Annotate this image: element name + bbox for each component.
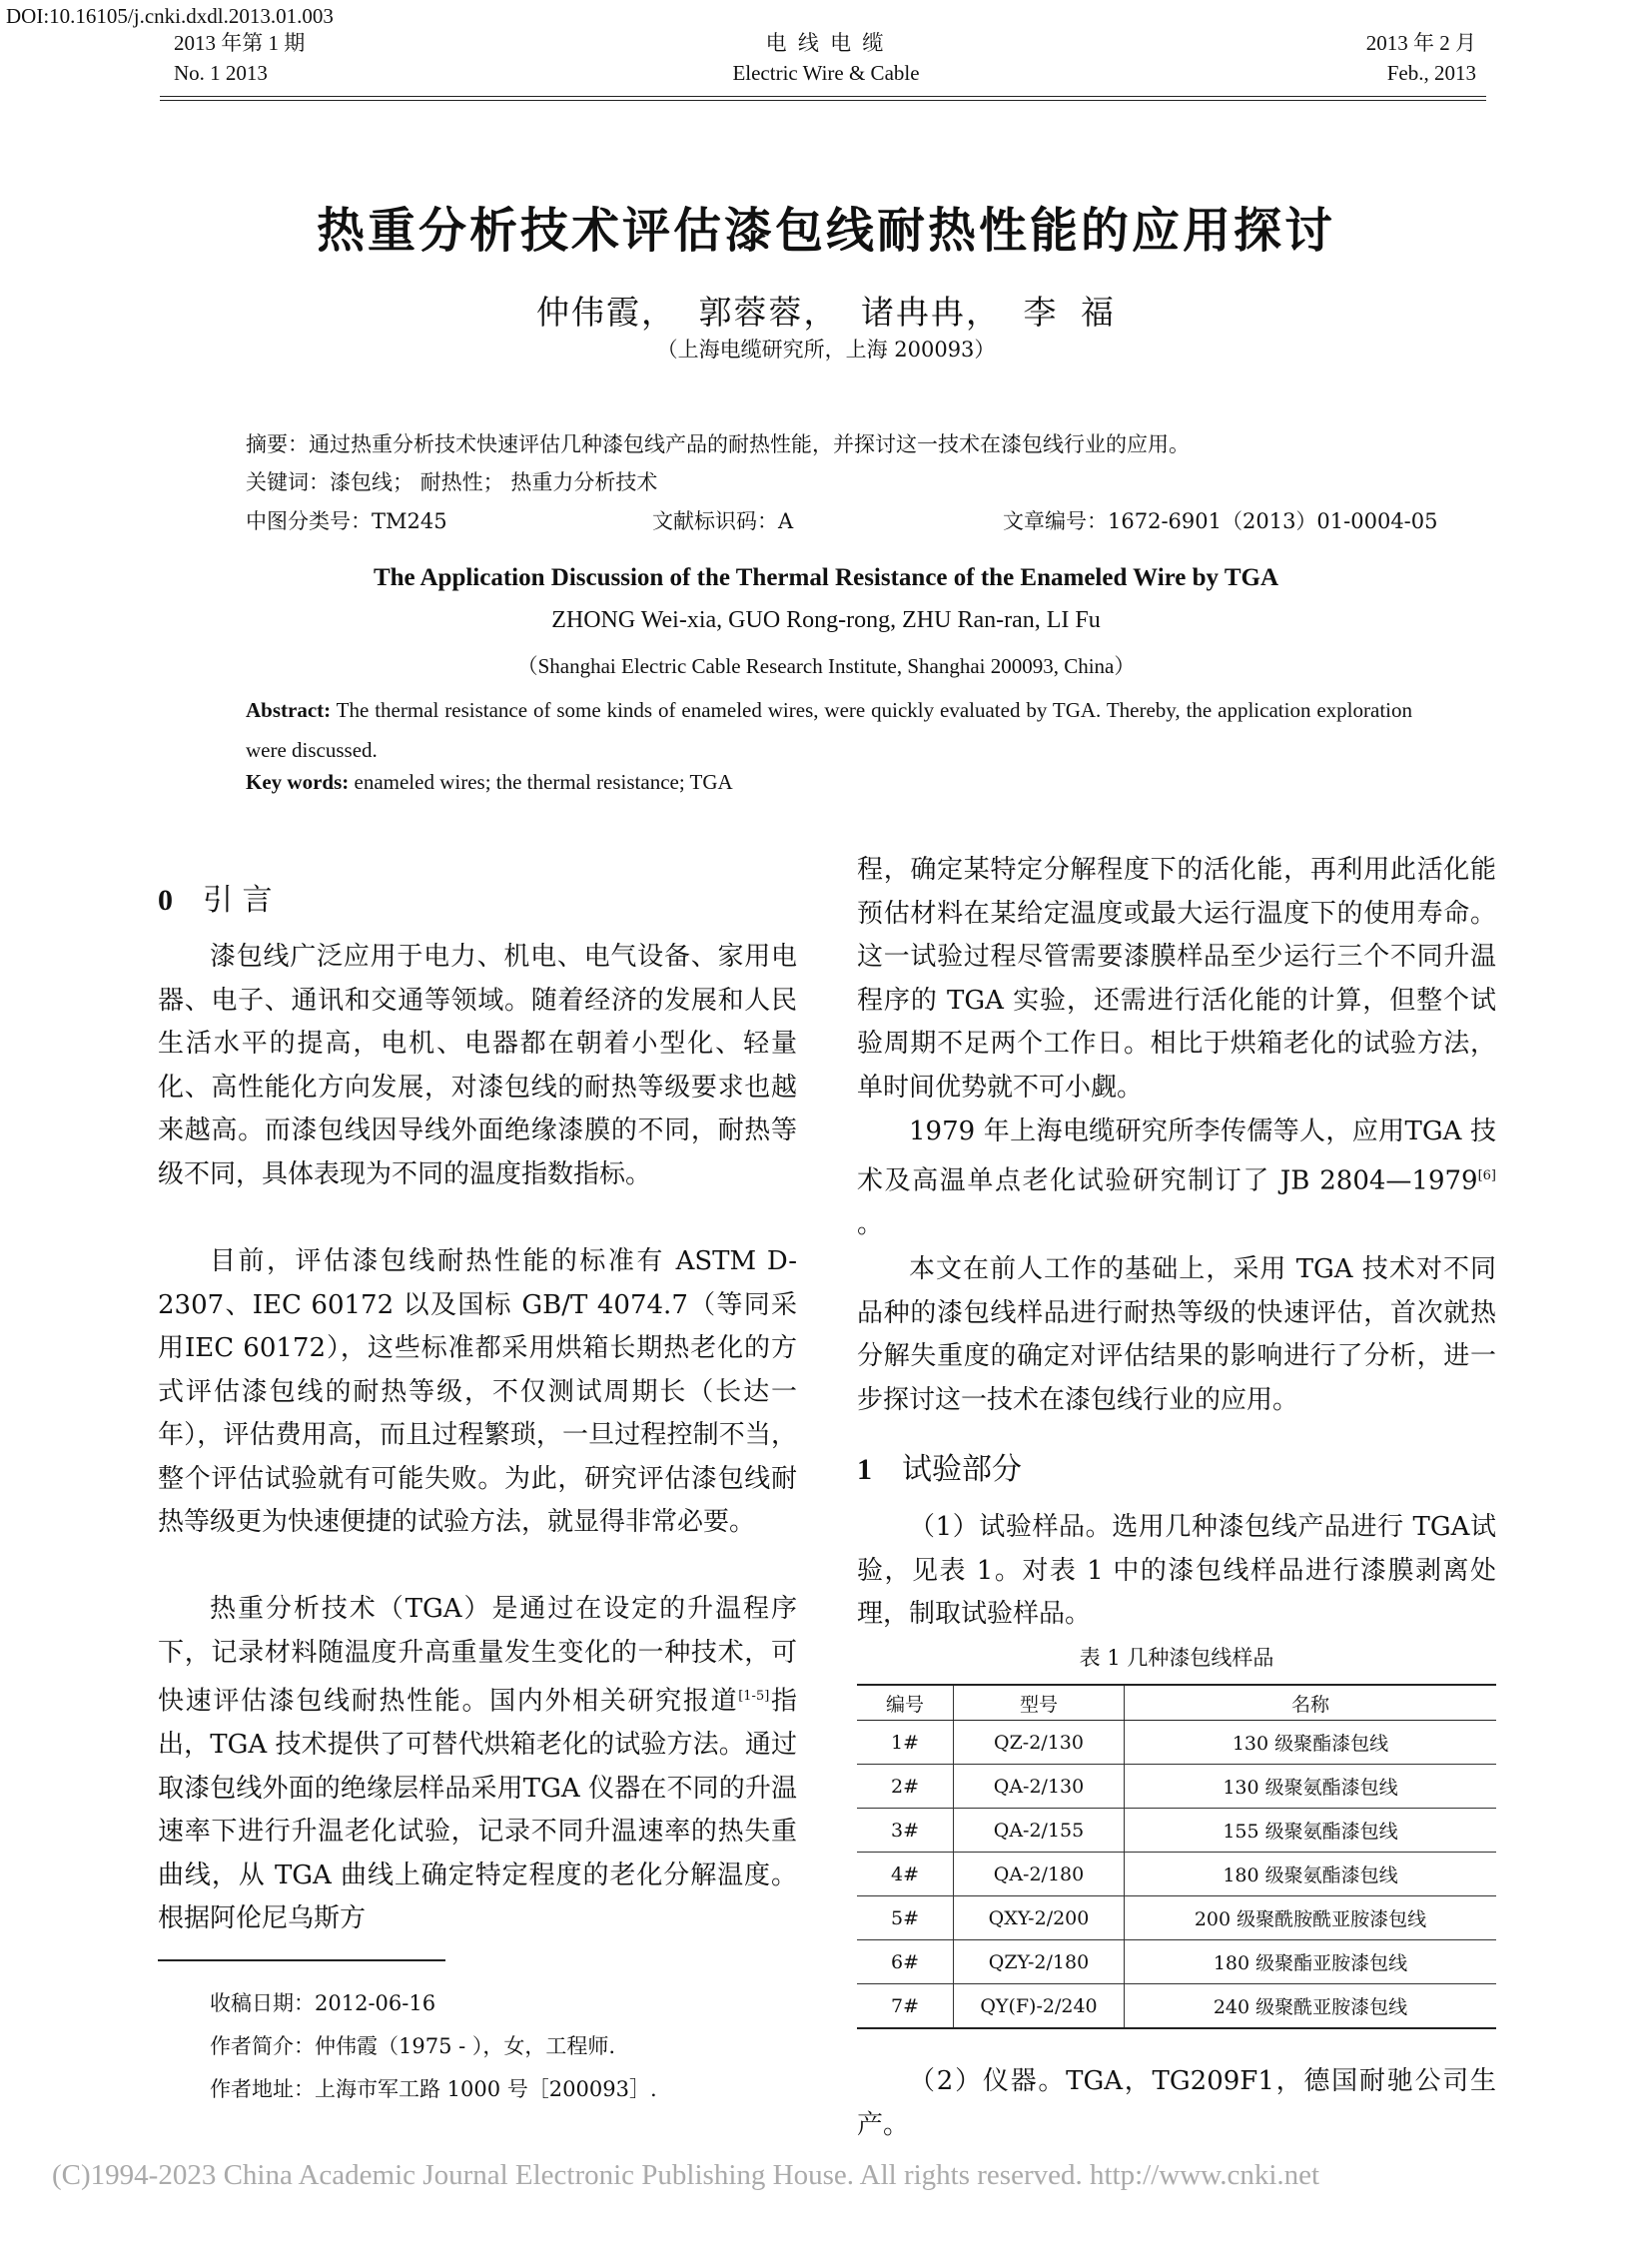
table-row	[857, 1896, 1496, 1940]
cell-model: QA-2/180	[954, 1853, 1125, 1896]
cell-name: 200 级聚酰胺酰亚胺漆包线	[1125, 1896, 1497, 1940]
english-abstract-label: Abstract:	[246, 698, 332, 722]
table-row	[857, 1940, 1496, 1984]
cn-keywords-label: 关键词：	[246, 470, 330, 494]
english-keywords-text: enameled wires; the thermal resistance; TGA	[349, 770, 733, 794]
cell-model: QY(F)-2/240	[954, 1984, 1125, 2029]
journal-cn: 电 线 电 缆	[765, 31, 887, 55]
english-keywords-label: Key words:	[246, 770, 350, 794]
copyright-notice: (C)1994-2023 China Academic Journal Electronic Publishing House. All rights reserved. http://www.cnki.net	[52, 2159, 1320, 2191]
english-abstract	[246, 690, 1412, 770]
col2-paragraph-0: 程，确定某特定分解程度下的活化能，再利用此活化能预估材料在某给定温度或最大运行温度下的使用寿命。这一试验过程尽管需要漆膜样品至少运行三个不同升温程序的 TGA 实验，还需进行活化能的计算，但整个试验周期不足两个工作日。相比于烘箱老化的试验方法，单时间优势就不可小觑。	[857, 855, 1496, 1103]
english-authors: ZHONG Wei-xia, GUO Rong-rong, ZHU Ran-ran, LI Fu	[551, 607, 1101, 633]
header-rule-double	[160, 100, 1486, 101]
cell-name: 130 级聚氨酯漆包线	[1125, 1765, 1497, 1809]
table-row	[857, 1984, 1496, 2029]
article-number: 文章编号：1672-6901（2013）01-0004-05	[1003, 509, 1438, 533]
table-1-caption: 表 1 几种漆包线样品	[1079, 1646, 1274, 1670]
section-1-heading	[857, 1444, 1022, 1488]
section-1-title: 试验部分	[902, 1452, 1022, 1487]
english-title: The Application Discussion of the Thermal Resistance of the Enameled Wire by TGA	[373, 564, 1279, 591]
footnote-received: 收稿日期：2012-06-16	[210, 1991, 436, 2015]
samples-table	[857, 1684, 1496, 2029]
intro-paragraph-3b: 指出，TGA 技术提供了可替代烘箱老化的试验方法。通过取漆包线外面的绝缘层样品采用TGA 仪器在不同的升温速率下进行升温老化试验，记录不同升温速率的热失重曲线，从 TGA 曲线上确定特定程度的老化分解温度。根据阿伦尼乌斯方	[158, 1686, 797, 1934]
table-row	[857, 1809, 1496, 1853]
authors: 仲伟霞， 郭蓉蓉， 诸冉冉， 李 福	[536, 293, 1116, 332]
cell-name: 240 级聚酰亚胺漆包线	[1125, 1984, 1497, 2029]
table-row	[857, 1765, 1496, 1809]
footnote-bio: 作者简介：仲伟霞（1975 - ），女，工程师.	[210, 2034, 616, 2058]
cell-model: QZY-2/180	[954, 1940, 1125, 1984]
col2-paragraph-2: 本文在前人工作的基础上，采用 TGA 技术对不同品种的漆包线样品进行耐热等级的快速评估，首次就热分解失重度的确定对评估结果的影响进行了分析，进一步探讨这一技术在漆包线行业的应用。	[857, 1254, 1496, 1415]
col2-paragraph-1a: 1979 年上海电缆研究所李传儒等人，应用TGA 技术及高温单点老化试验研究制订了 JB 2804—1979	[857, 1117, 1496, 1196]
issue-en: No. 1 2013	[174, 61, 268, 85]
intro-paragraph-1: 漆包线广泛应用于电力、机电、电气设备、家用电器、电子、通讯和交通等领域。随着经济的发展和人民生活水平的提高，电机、电器都在朝着小型化、轻量化、高性能化方向发展，对漆包线的耐热等级要求也越来越高。而漆包线因导线外面绝缘漆膜的不同，耐热等级不同，具体表现为不同的温度指数指标。	[158, 942, 797, 1189]
col-header-name: 名称	[1125, 1685, 1497, 1721]
cell-model: QA-2/130	[954, 1765, 1125, 1809]
citation-1-5: [1-5]	[738, 1689, 770, 1704]
cell-model: QXY-2/200	[954, 1896, 1125, 1940]
clc-number: 中图分类号：TM245	[246, 509, 447, 533]
date-cn: 2013 年 2 月	[1365, 31, 1476, 55]
section-0-title: 引 言	[203, 883, 273, 918]
cn-keywords	[246, 467, 657, 497]
header-rule	[160, 96, 1486, 97]
footnote-rule	[158, 1959, 445, 1961]
footnote-address: 作者地址：上海市军工路 1000 号［200093］.	[210, 2077, 657, 2101]
col-header-number: 编号	[857, 1685, 954, 1721]
citation-6: [6]	[1477, 1167, 1496, 1183]
affiliation: （上海电缆研究所，上海 200093）	[656, 338, 996, 362]
col2-paragraph-1	[857, 1111, 1496, 1246]
document-code: 文献标识码：A	[652, 509, 794, 533]
cell-number: 6#	[857, 1940, 954, 1984]
col-header-model: 型号	[954, 1685, 1125, 1721]
cell-model: QZ-2/130	[954, 1721, 1125, 1765]
section-0-heading	[158, 875, 273, 919]
paper-title: 热重分析技术评估漆包线耐热性能的应用探讨	[316, 203, 1335, 259]
cn-abstract	[246, 429, 1190, 459]
cell-model: QA-2/155	[954, 1809, 1125, 1853]
cn-keywords-text: 漆包线； 耐热性； 热重力分析技术	[330, 470, 658, 494]
table-header-row	[857, 1685, 1496, 1721]
intro-paragraph-2: 目前，评估漆包线耐热性能的标准有 ASTM D-2307、IEC 60172 以及国标 GB/T 4074.7（等同采用IEC 60172），这些标准都采用烘箱长期热老化的方式评估漆包线的耐热等级，不仅测试周期长（长达一年），评估费用高，而且过程繁琐，一旦过程控制不当，整个评估试验就有可能失败。为此，研究评估漆包线耐热等级更为快速便捷的试验方法，就显得非常必要。	[158, 1246, 797, 1537]
cell-number: 4#	[857, 1853, 954, 1896]
cell-number: 7#	[857, 1984, 954, 2029]
section-1-number: 1	[857, 1453, 872, 1486]
english-affiliation: （Shanghai Electric Cable Research Institute, Shanghai 200093, China）	[516, 654, 1136, 678]
issue-right	[1366, 28, 1476, 88]
table-row	[857, 1853, 1496, 1896]
journal-en: Electric Wire & Cable	[732, 61, 920, 85]
english-abstract-text: The thermal resistance of some kinds of enameled wires, were quickly evaluated by TGA. Thereby, the application exploration were discussed.	[246, 698, 1412, 762]
issue-cn: 2013 年第 1 期	[174, 31, 306, 55]
cell-name: 180 级聚氨酯漆包线	[1125, 1853, 1497, 1896]
cell-name: 130 级聚酯漆包线	[1125, 1721, 1497, 1765]
doi: DOI:10.16105/j.cnki.dxdl.2013.01.003	[6, 4, 334, 28]
intro-paragraph-3a: 热重分析技术（TGA）是通过在设定的升温程序下，记录材料随温度升高重量发生变化的一种技术，可快速评估漆包线耐热性能。国内外相关研究报道	[158, 1594, 797, 1717]
cell-number: 1#	[857, 1721, 954, 1765]
cell-name: 180 级聚酯亚胺漆包线	[1125, 1940, 1497, 1984]
intro-paragraph-3	[158, 1588, 797, 1941]
section-0-number: 0	[158, 884, 173, 917]
date-en: Feb., 2013	[1386, 61, 1476, 85]
cell-number: 2#	[857, 1765, 954, 1809]
table-row	[857, 1721, 1496, 1765]
cn-abstract-text: 通过热重分析技术快速评估几种漆包线产品的耐热性能，并探讨这一技术在漆包线行业的应用。	[309, 432, 1190, 456]
cn-abstract-label: 摘要：	[246, 432, 309, 456]
english-keywords	[246, 770, 733, 795]
experiment-paragraph-1: （1）试验样品。选用几种漆包线产品进行 TGA试验，见表 1。对表 1 中的漆包线样品进行漆膜剥离处理，制取试验样品。	[857, 1512, 1496, 1629]
col2-paragraph-1b: 。	[857, 1208, 884, 1239]
cell-name: 155 级聚氨酯漆包线	[1125, 1809, 1497, 1853]
cell-number: 5#	[857, 1896, 954, 1940]
cell-number: 3#	[857, 1809, 954, 1853]
experiment-paragraph-2: （2）仪器。TGA，TG209F1，德国耐驰公司生产。	[857, 2066, 1496, 2140]
